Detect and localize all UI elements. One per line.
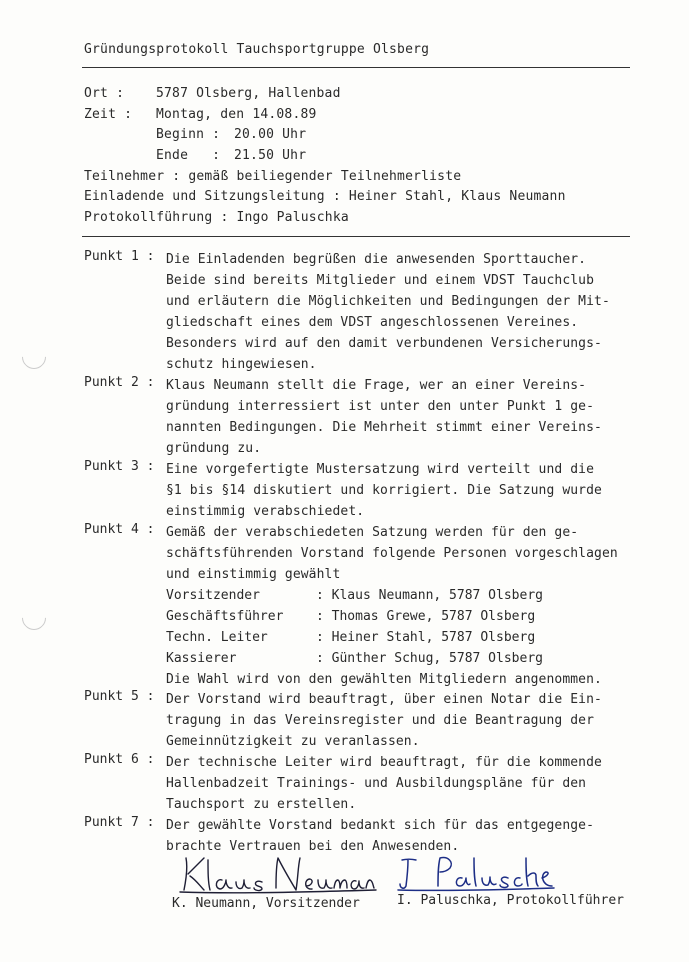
- zeit-value: Montag, den 14.08.89: [156, 107, 317, 122]
- text-line: Die Einladenden begrüßen die anwesenden Sporttaucher.: [166, 252, 587, 267]
- punkt-label: Punkt 4 :: [84, 522, 155, 537]
- text-line: brachte Vertrauen bei den Anwesenden.: [166, 839, 460, 854]
- text-line: gründung interressiert ist unter den unter Punkt 1 ge-: [166, 399, 595, 414]
- vorstand-row: [166, 648, 646, 669]
- text-line: Tauchsport zu erstellen.: [166, 797, 357, 812]
- text-line: gliedschaft eines dem VDST angeschlossenen Vereines.: [166, 315, 579, 330]
- text-line: nannten Bedingungen. Die Mehrheit stimmt einer Vereins-: [166, 420, 602, 435]
- punkt-label: Punkt 3 :: [84, 459, 155, 474]
- vorstand-row: [166, 606, 646, 627]
- punkt-text: [166, 249, 646, 375]
- punkt-text: [166, 689, 646, 752]
- header-zeit: [84, 107, 317, 122]
- vorstand-name: : Klaus Neumann, 5787 Olsberg: [316, 588, 543, 603]
- text-line: Der Vorstand wird beauftragt, über einen Notar die Ein-: [166, 692, 602, 707]
- header-teilnehmer: Teilnehmer : gemäß beiliegender Teilnehmerliste: [84, 169, 462, 184]
- text-line: Gemäß der verabschiedeten Satzung werden für den ge-: [166, 525, 579, 540]
- signature-paluschka: [396, 850, 556, 894]
- punch-hole: [17, 601, 51, 635]
- text-line: Besonders wird auf den damit verbundenen Versicherungs-: [166, 336, 602, 351]
- text-line: schäftsführenden Vorstand folgende Personen vorgeschlagen: [166, 546, 618, 561]
- header-beginn: [156, 127, 306, 142]
- zeit-label: Zeit :: [84, 107, 133, 122]
- signature-neumann: [178, 852, 378, 898]
- ort-value: 5787 Olsberg, Hallenbad: [156, 86, 341, 101]
- document-title: Gründungsprotokoll Tauchsportgruppe Olsberg: [84, 42, 430, 57]
- punch-hole: [17, 340, 51, 374]
- text-line: Gemeinnützigkeit zu veranlassen.: [166, 734, 420, 749]
- text-line: einstimmig verabschiedet.: [166, 504, 365, 519]
- text-line: Beide sind bereits Mitglieder und einem VDST Tauchclub: [166, 273, 595, 288]
- text-line: Eine vorgefertigte Mustersatzung wird verteilt und die: [166, 462, 595, 477]
- beginn-label: Beginn :: [156, 127, 221, 142]
- vorstand-role: Vorsitzender: [166, 588, 260, 603]
- text-line: gründung zu.: [166, 441, 262, 456]
- punkt-label: Punkt 2 :: [84, 375, 155, 390]
- text-line: und erläutern die Möglichkeiten und Bedingungen der Mit-: [166, 294, 610, 309]
- vorstand-name: : Heiner Stahl, 5787 Olsberg: [316, 630, 536, 645]
- text-line: Klaus Neumann stellt die Frage, wer an einer Vereins-: [166, 378, 587, 393]
- ort-label: Ort :: [84, 86, 125, 101]
- vorstand-row: [166, 627, 646, 648]
- header-protokollfuehrung: Protokollführung : Ingo Paluschka: [84, 210, 349, 225]
- header-ort: [84, 86, 341, 101]
- header-einladende: Einladende und Sitzungsleitung : Heiner Stahl, Klaus Neumann: [84, 189, 566, 204]
- vorstand-role: Kassierer: [166, 651, 237, 666]
- punkt-text: [166, 752, 646, 815]
- text-line: §1 bis §14 diskutiert und korrigiert. Die Satzung wurde: [166, 483, 602, 498]
- punkt-label: Punkt 1 :: [84, 249, 155, 264]
- text-line: Die Wahl wird von den gewählten Mitgliedern angenommen.: [166, 672, 602, 687]
- vorstand-role: Techn. Leiter: [166, 630, 268, 645]
- vorstand-role: Geschäftsführer: [166, 609, 284, 624]
- vorstand-name: : Thomas Grewe, 5787 Olsberg: [316, 609, 536, 624]
- text-line: tragung in das Vereinsregister und die Beantragung der: [166, 713, 595, 728]
- vorstand-row: [166, 585, 646, 606]
- text-line: Der technische Leiter wird beauftragt, für die kommende: [166, 755, 602, 770]
- punkt-label: Punkt 5 :: [84, 689, 155, 704]
- title-rule: [82, 67, 630, 68]
- text-line: schutz hingewiesen.: [166, 357, 317, 372]
- ende-value: 21.50 Uhr: [234, 148, 307, 163]
- text-line: und einstimmig gewählt: [166, 567, 341, 582]
- punkt-label: Punkt 7 :: [84, 815, 155, 830]
- signature-caption-left: K. Neumann, Vorsitzender: [172, 896, 360, 911]
- ende-label: Ende :: [156, 148, 221, 163]
- text-line: Hallenbadzeit Trainings- und Ausbildungspläne für den: [166, 776, 587, 791]
- punkt-text: [166, 375, 646, 459]
- punkt-text: [166, 522, 646, 690]
- header-ende: [156, 148, 306, 163]
- vorstand-name: : Günther Schug, 5787 Olsberg: [316, 651, 543, 666]
- punkt-label: Punkt 6 :: [84, 752, 155, 767]
- text-line: Der gewählte Vorstand bedankt sich für das entgegenge-: [166, 818, 595, 833]
- header-rule: [82, 236, 630, 237]
- punkt-text: [166, 459, 646, 522]
- signature-caption-right: I. Paluschka, Protokollführer: [397, 893, 624, 908]
- beginn-value: 20.00 Uhr: [234, 127, 307, 142]
